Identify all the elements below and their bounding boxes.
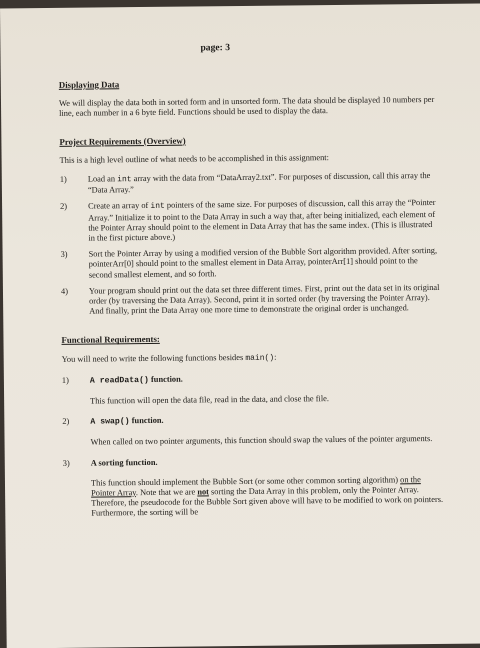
function-item: 3) A sorting function. xyxy=(62,457,158,468)
document-page xyxy=(0,3,480,648)
function-desc: This function should implement the Bubble Sort (or some other common sorting algorithm) on the Pointer Array. Note that we are not sorting the Data Array in this problem, only the Pointer Array. Therefore, the pseudocode for the Bubble Sort given above will have to be modified to work on pointers. Furthermore, the sorting will be xyxy=(90,475,444,519)
function-desc: This function will open the data file, read in the data, and close the file. xyxy=(90,394,330,406)
functional-heading: Functional Requirements: xyxy=(61,334,160,346)
overview-item: 3) Sort the Pointer Array by using a modified version of the Bubble Sort algorithm provided. After sorting, pointerArr[0] should point to the smallest element in Data Array, pointerArr[1] should point to the second smallest element, and so forth. xyxy=(60,246,438,280)
document-body xyxy=(59,76,444,520)
overview-heading: Project Requirements (Overview) xyxy=(59,135,186,147)
overview-item: 1) Load an int array with the data from “DataArray2.txt”. For purposes of discussion, call this array the “Data Array.” xyxy=(59,171,431,195)
displaying-text: We will display the data both in sorted form and in unsorted form. The data should be displayed 10 numbers per line, each number in a 6 byte field. Functions should be used to display the data. xyxy=(58,95,435,119)
displaying-heading: Displaying Data xyxy=(58,79,120,90)
overview-item: 4) Your program should print out the data set three different times. First, print out the data set in its original order (by traversing the Data Array). Second, print it in sorted order (by traversing the Pointer Array). And finally, print the Data Array one more time to demonstrate the original order is unchanged. xyxy=(60,282,440,316)
overview-item: 2) Create an array of int pointers of the same size. For purposes of discussion, call this array the “Pointer Array.” Initialize it to point to the Data Array in such a way that, after being initialized, each element of the Pointer Array should point to the element in Data Array that has the same index. (This is illustrated in the first picture above.) xyxy=(60,198,436,243)
function-desc: When called on two pointer arguments, this function should swap the values of the pointer arguments. xyxy=(90,434,433,448)
overview-intro: This is a high level outline of what needs to be accomplished in this assignment: xyxy=(59,152,329,165)
functional-intro: You will need to write the following functions besides main(): xyxy=(61,352,277,364)
page-number: page: 3 xyxy=(200,42,231,54)
function-item: 2) A swap() function. xyxy=(62,416,164,427)
function-item: 1) A readData() function. xyxy=(61,374,183,386)
